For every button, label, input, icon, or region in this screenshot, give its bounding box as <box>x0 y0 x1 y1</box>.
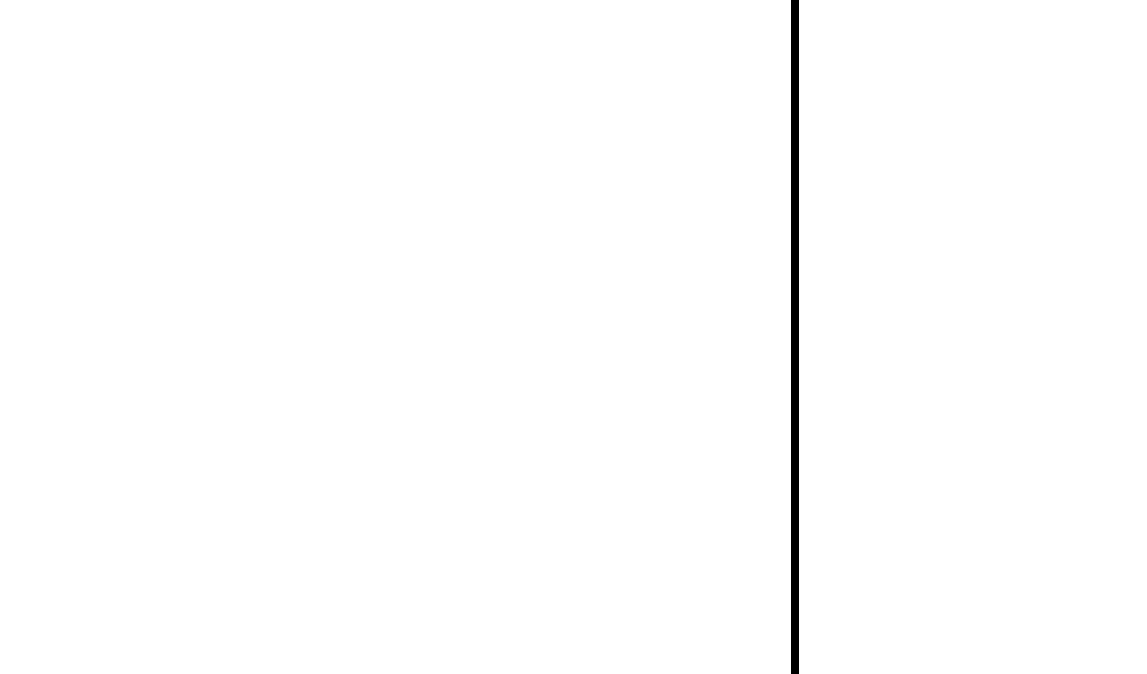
frozen-column-divider <box>791 0 799 674</box>
